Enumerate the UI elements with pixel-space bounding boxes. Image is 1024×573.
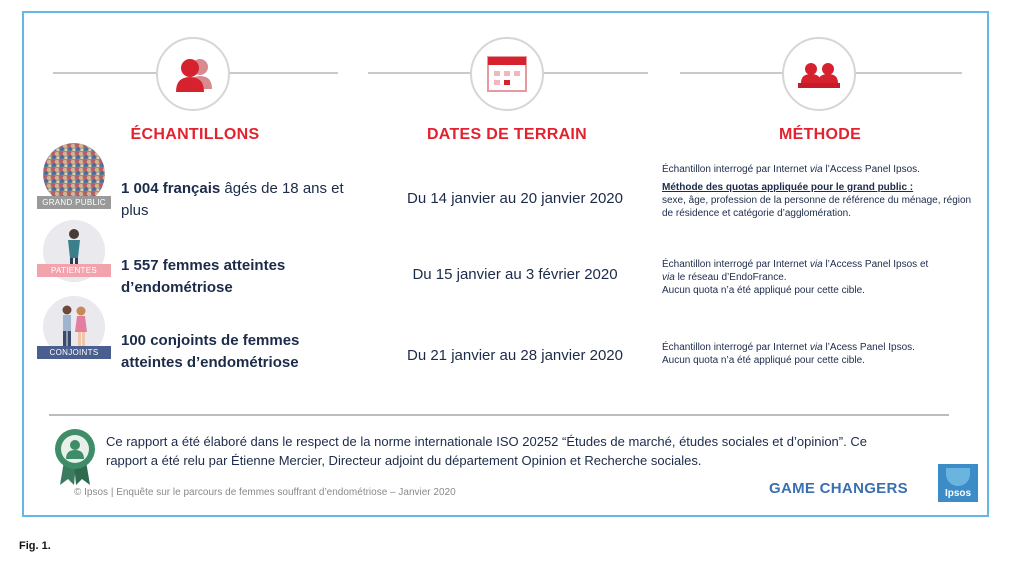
heading-samples: ÉCHANTILLONS — [130, 126, 260, 143]
method-line: Aucun quota n’a été appliqué pour cette cible. — [662, 285, 865, 296]
certificate-ribbon-icon — [52, 427, 98, 487]
ipsos-logo — [938, 464, 978, 502]
sample-patientes — [121, 255, 361, 299]
date-conjoints: Du 21 janvier au 28 janvier 2020 — [407, 347, 623, 364]
method-patientes — [662, 258, 982, 297]
sample-description: âgés de 18 ans et plus — [121, 180, 344, 219]
heading-dates: DATES DE TERRAIN — [426, 126, 588, 143]
method-line: Échantillon interrogé par Internet via l’Acess Panel Ipsos. — [662, 342, 915, 353]
sample-count: 1 557 femmes atteintes d’endométriose — [121, 257, 286, 296]
date-grand-public: Du 14 janvier au 20 janvier 2020 — [407, 190, 623, 207]
footer-copyright: © Ipsos | Enquête sur le parcours de femmes souffrant d’endométriose – Janvier 2020 — [74, 487, 456, 498]
logo-swoosh-icon — [946, 468, 970, 486]
meeting-icon — [782, 37, 856, 111]
brand-tagline: GAME CHANGERS — [769, 480, 908, 497]
sample-grand-public — [121, 178, 361, 222]
divider — [49, 414, 949, 416]
method-line: Aucun quota n’a été appliqué pour cette cible. — [662, 355, 865, 366]
sample-count: 100 conjoints de femmes atteintes d’endométriose — [121, 332, 300, 371]
iso-note: Ce rapport a été élaboré dans le respect de la norme internationale ISO 20252 “Études de marché, études sociales et d’opinion”. Ce rapport a été relu par Étienne Mercier, Directeur adjoint du département Opinion et Recherche sociales. — [106, 434, 867, 468]
method-grand-public — [662, 163, 982, 220]
sample-conjoints — [121, 330, 361, 374]
logo-text: Ipsos — [944, 488, 972, 499]
tag-grand-public: GRAND PUBLIC — [37, 196, 111, 209]
heading-method: MÉTHODE — [778, 126, 862, 143]
method-line: via le réseau d’EndoFrance. — [662, 272, 787, 283]
sample-count: 1 004 français — [121, 180, 221, 197]
figure-label: Fig. 1. — [19, 540, 51, 552]
method-line: Échantillon interrogé par Internet via l’Access Panel Ipsos et — [662, 259, 929, 270]
method-conjoints — [662, 341, 982, 367]
people-icon — [156, 37, 230, 111]
tag-conjoints: CONJOINTS — [37, 346, 111, 359]
method-line: Échantillon interrogé par Internet via l’Access Panel Ipsos. — [662, 164, 920, 175]
method-quota-text: sexe, âge, profession de la personne de référence du ménage, région de résidence et catégorie d’agglomération. — [662, 195, 972, 219]
tag-patientes: PATIENTES — [37, 264, 111, 277]
method-quota-title: Méthode des quotas appliquée pour le grand public : — [662, 182, 914, 193]
date-patientes: Du 15 janvier au 3 février 2020 — [412, 266, 618, 283]
calendar-icon — [470, 37, 544, 111]
